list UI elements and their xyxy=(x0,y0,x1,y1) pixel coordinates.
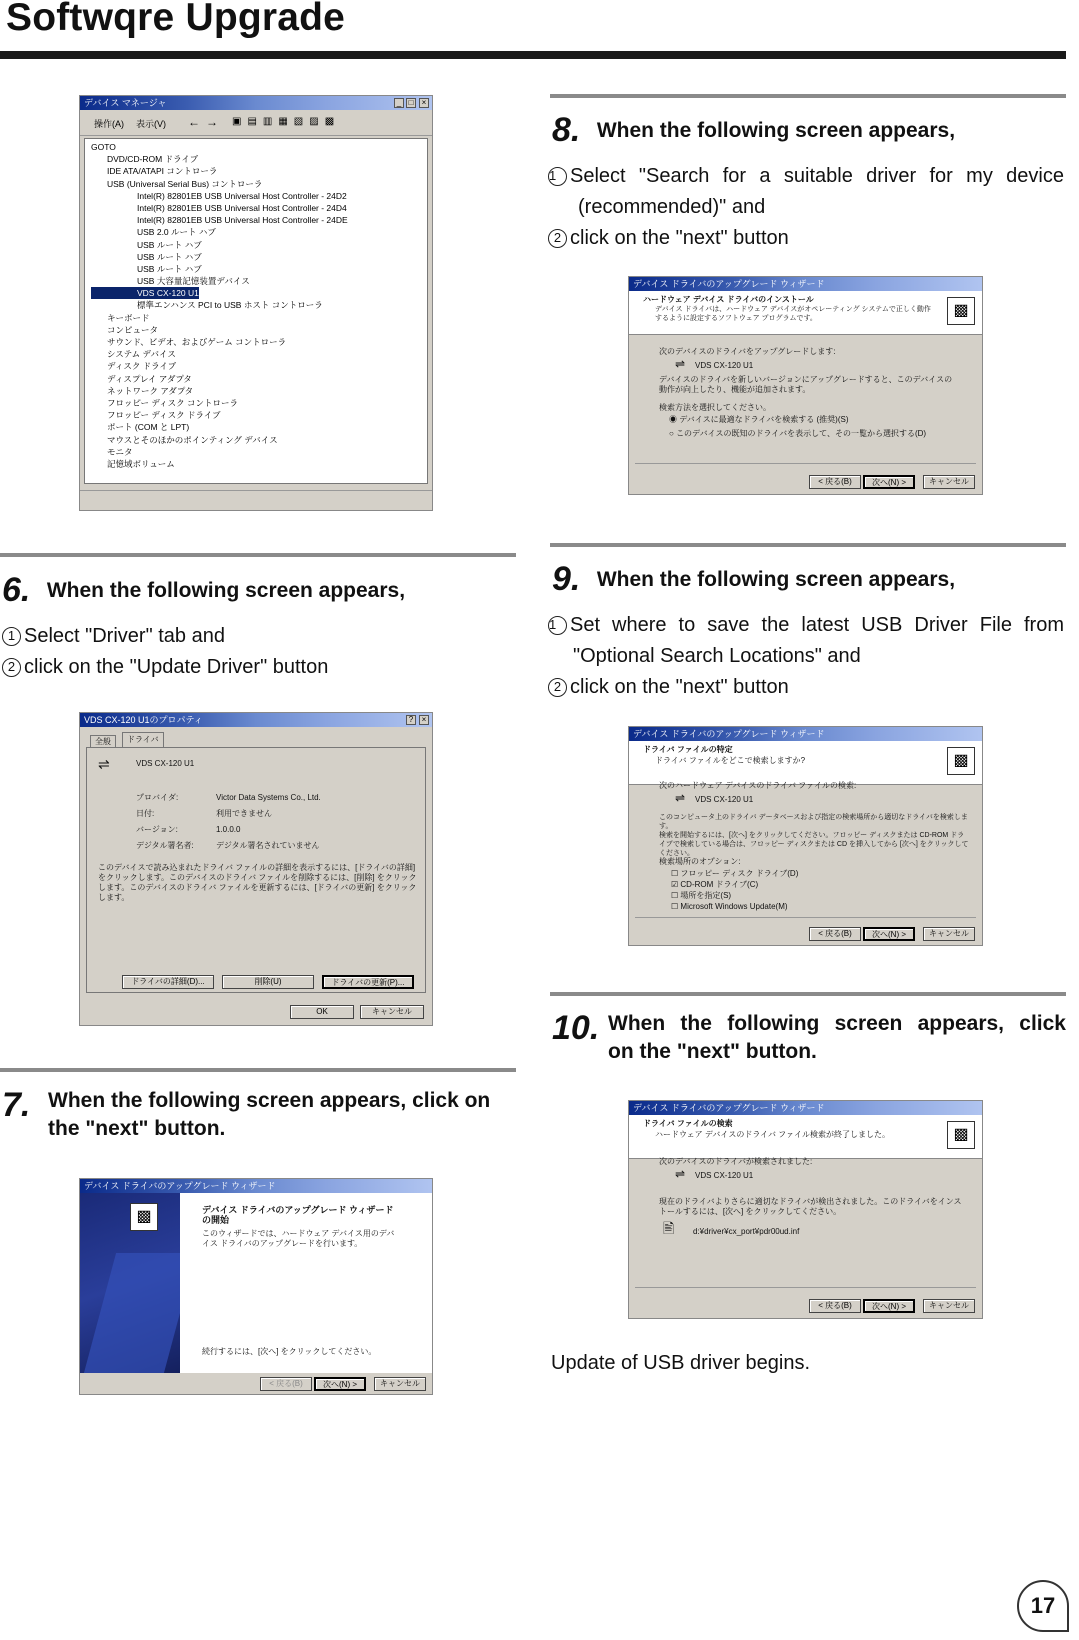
inf-file-icon: 🖹 xyxy=(663,1220,675,1236)
search-instructions: 検索を開始するには、[次へ] をクリックしてください。フロッピー ディスクまたは CD-ROM ドライブで検索している場合は、フロッピー ディスクまたは CD を挿入してから [次へ] をクリックしてください。 xyxy=(659,832,969,857)
search-options-label: 検索場所のオプション: xyxy=(659,857,741,866)
found-label: 次のデバイスのドライバが検索されました: xyxy=(659,1157,813,1166)
tree-item[interactable]: GOTO xyxy=(91,142,116,152)
back-button[interactable]: < 戻る(B) xyxy=(809,1299,861,1313)
step-8 xyxy=(552,112,1066,148)
search-method-label: 検索方法を選択してください。 xyxy=(659,403,771,412)
wizard-text: このウィザードでは、ハードウェア デバイス用のデバイス ドライバのアップグレードを行います。 xyxy=(202,1229,395,1248)
section-rule-7 xyxy=(0,1068,516,1072)
window-title: デバイス ドライバのアップグレード ウィザード xyxy=(633,279,825,289)
wizard-footer: 続行するには、[次へ] をクリックしてください。 xyxy=(202,1347,377,1356)
circled-number: 1 xyxy=(548,167,567,186)
tree-item[interactable]: USB ルート ハブ xyxy=(137,239,202,250)
tree-item[interactable]: VDS CX-120 U1 xyxy=(91,287,199,299)
date-label: 日付: xyxy=(136,809,155,818)
tree-item[interactable]: フロッピー ディスク コントローラ xyxy=(107,397,239,408)
step-heading: When the following screen appears, xyxy=(596,119,956,142)
device-tree xyxy=(84,138,428,484)
driver-found-screenshot xyxy=(628,1100,983,1319)
usb-icon: ⇌ xyxy=(675,791,686,805)
step-9-item-1-cont: "Optional Search Locations" and xyxy=(573,645,861,667)
step-number: 6. xyxy=(2,571,31,609)
tree-item[interactable]: USB ルート ハブ xyxy=(137,263,202,274)
option-text: デバイスに最適なドライバを検索する (推奨)(S) xyxy=(679,415,849,424)
window-title: デバイス ドライバのアップグレード ウィザード xyxy=(633,1103,825,1113)
step-9 xyxy=(552,561,1066,597)
search-label: 次のハードウェア デバイスのドライバ ファイルの検索: xyxy=(659,781,857,790)
checkbox-text: フロッピー ディスク ドライブ(D) xyxy=(680,869,799,878)
window-title: VDS CX-120 U1のプロパティ xyxy=(84,715,203,725)
menu-view[interactable]: 表示(V) xyxy=(136,119,166,129)
tree-item[interactable]: Intel(R) 82801EB USB Universal Host Controller - 24D4 xyxy=(137,202,347,213)
minimize-icon[interactable]: _ xyxy=(394,98,404,108)
usb-icon: ⇌ xyxy=(675,1167,686,1181)
step-number: 9. xyxy=(552,560,581,598)
help-icon[interactable]: ? xyxy=(406,715,416,725)
titlebar xyxy=(629,727,982,741)
wizard-subheading: デバイス ドライバは、ハードウェア デバイスがオペレーティング システムで正しく動作するように設定するソフトウェア プログラムです。 xyxy=(655,306,931,322)
tree-item[interactable]: ディスプレイ アダプタ xyxy=(107,373,192,384)
tree-item[interactable]: USB 2.0 ルート ハブ xyxy=(137,227,216,238)
usb-icon: ⇌ xyxy=(675,357,686,371)
step-8-item-2 xyxy=(548,223,789,253)
status-bar xyxy=(80,490,432,510)
window-title: デバイス マネージャ xyxy=(84,98,167,108)
cancel-button[interactable]: キャンセル xyxy=(374,1377,426,1391)
titlebar xyxy=(629,277,982,291)
checkbox-location[interactable]: ☐ 場所を指定(S) xyxy=(671,891,732,900)
wizard-side-banner xyxy=(80,1193,180,1373)
locate-driver-screenshot xyxy=(628,726,983,946)
search-option-list[interactable]: ○ このデバイスの既知のドライバを表示して、その一覧から選択する(D) xyxy=(669,429,927,438)
device-name: VDS CX-120 U1 xyxy=(136,759,195,768)
tree-item[interactable]: USB 大容量記憶装置デバイス xyxy=(137,276,250,287)
search-option-recommended[interactable]: ◉ デバイスに最適なドライバを検索する (推奨)(S) xyxy=(669,415,849,424)
signer-label: デジタル署名者: xyxy=(136,841,194,850)
wizard-start-screenshot xyxy=(79,1178,433,1395)
title-rule xyxy=(0,51,1066,59)
checkbox-windows-update[interactable]: ☐ Microsoft Windows Update(M) xyxy=(671,902,788,911)
hardware-icon: ▩ xyxy=(947,747,975,775)
checkbox-text: Microsoft Windows Update(M) xyxy=(680,902,788,911)
tree-item[interactable]: キーボード xyxy=(107,312,150,323)
step-heading: When the following screen appears, xyxy=(596,568,956,591)
maximize-icon[interactable]: □ xyxy=(406,98,416,108)
next-button[interactable]: 次へ(N) > xyxy=(863,475,915,489)
tree-item[interactable]: Intel(R) 82801EB USB Universal Host Controller - 24D2 xyxy=(137,190,347,201)
checkbox-text: 場所を指定(S) xyxy=(680,891,732,900)
version-value: 1.0.0.0 xyxy=(216,825,241,834)
checkbox-cdrom[interactable]: ☑ CD-ROM ドライブ(C) xyxy=(671,880,759,889)
circled-number: 2 xyxy=(548,678,567,697)
hardware-icon: ▩ xyxy=(130,1203,158,1231)
tree-item[interactable]: Intel(R) 82801EB USB Universal Host Controller - 24DE xyxy=(137,215,348,226)
section-rule-9 xyxy=(550,543,1066,547)
window-title: デバイス ドライバのアップグレード ウィザード xyxy=(633,729,825,739)
tree-item[interactable]: フロッピー ディスク ドライブ xyxy=(107,410,221,421)
titlebar xyxy=(80,96,432,110)
tree-item[interactable]: マウスとそのほかのポインティング デバイス xyxy=(107,434,278,445)
provider-label: プロバイダ: xyxy=(136,793,179,802)
section-rule-10 xyxy=(550,992,1066,996)
signer-value: デジタル署名されていません xyxy=(216,841,320,850)
step-6 xyxy=(2,572,516,608)
usb-icon: ⇌ xyxy=(98,756,110,772)
date-value: 利用できません xyxy=(216,809,272,818)
titlebar xyxy=(80,1179,432,1193)
upgrade-description: デバイスのドライバを新しいバージョンにアップグレードすると、このデバイスの動作が向上したり、機能が追加されます。 xyxy=(659,375,953,394)
step-6-item-1 xyxy=(2,621,225,651)
step-9-item-1 xyxy=(548,610,1064,640)
toolbar-icons[interactable]: ▣▤▥▦▧▨▩ xyxy=(232,116,341,127)
device-name: VDS CX-120 U1 xyxy=(695,795,754,804)
wizard-subheading: ハードウェア デバイスのドライバ ファイル検索が終了しました。 xyxy=(655,1130,891,1139)
next-button[interactable]: 次へ(N) > xyxy=(863,1299,915,1313)
circled-number: 1 xyxy=(2,627,21,646)
tab-general[interactable]: 全般 xyxy=(90,735,116,748)
device-manager-screenshot xyxy=(79,95,433,511)
driver-properties-screenshot xyxy=(79,712,433,1026)
device-name: VDS CX-120 U1 xyxy=(695,1171,754,1180)
next-button[interactable]: 次へ(N) > xyxy=(863,927,915,941)
titlebar xyxy=(80,713,432,727)
tab-driver[interactable]: ドライバ xyxy=(122,732,164,747)
tree-item[interactable]: ディスク ドライブ xyxy=(107,361,177,372)
device-name: VDS CX-120 U1 xyxy=(695,361,754,370)
found-description: 現在のドライバよりさらに適切なドライバが検出されました。このドライバをインストールするには、[次へ] をクリックしてください。 xyxy=(659,1197,962,1216)
back-button[interactable]: < 戻る(B) xyxy=(260,1377,312,1391)
next-button[interactable]: 次へ(N) > xyxy=(314,1377,366,1391)
step-7 xyxy=(2,1087,518,1143)
tree-item[interactable]: サウンド、ビデオ、およびゲーム コントローラ xyxy=(107,337,287,347)
step-number: 10. xyxy=(552,1009,600,1047)
circled-number: 1 xyxy=(548,616,567,635)
driver-details-button[interactable]: ドライバの詳細(D)... xyxy=(122,975,214,989)
circled-number: 2 xyxy=(2,658,21,677)
back-arrow-icon[interactable]: ← xyxy=(188,115,200,129)
step-9-item-2 xyxy=(548,672,789,702)
upgrade-label: 次のデバイスのドライバをアップグレードします: xyxy=(659,347,836,356)
tree-item[interactable]: コンピュータ xyxy=(107,324,159,335)
step-number: 7. xyxy=(2,1086,31,1124)
tree-item[interactable]: IDE ATA/ATAPI コントローラ xyxy=(107,166,218,177)
step-8-item-1 xyxy=(548,161,1064,191)
step-6-item-2 xyxy=(2,652,328,682)
option-text: このデバイスの既知のドライバを表示して、その一覧から選択する(D) xyxy=(676,429,927,438)
item-text: Select "Search for a suitable driver for my device xyxy=(570,165,1064,187)
wizard-heading: デバイス ドライバのアップグレード ウィザードの開始 xyxy=(202,1205,394,1225)
search-description: このコンピュータ上のドライバ データベースおよび指定の検索場所から適切なドライバを検索します。 xyxy=(659,814,968,830)
step-heading-cont: on the "next" button. xyxy=(608,1040,817,1063)
tree-item[interactable]: ポート (COM と LPT) xyxy=(107,422,190,433)
step-heading: When the following screen appears, xyxy=(46,579,406,602)
driver-file-path: d:¥driver¥cx_port¥pdr00ud.inf xyxy=(693,1227,800,1236)
titlebar xyxy=(629,1101,982,1115)
cancel-button[interactable]: キャンセル xyxy=(923,1299,975,1313)
item-text: Set where to save the latest USB Driver File from xyxy=(570,614,1064,636)
tree-item[interactable]: ネットワーク アダプタ xyxy=(107,385,194,396)
back-button[interactable]: < 戻る(B) xyxy=(809,475,861,489)
delete-button[interactable]: 削除(U) xyxy=(222,975,314,989)
hardware-icon: ▩ xyxy=(947,297,975,325)
version-label: バージョン: xyxy=(136,825,178,834)
step-heading: When the following screen appears, click xyxy=(608,1012,1066,1035)
update-driver-button[interactable]: ドライバの更新(P)... xyxy=(322,975,414,989)
tree-item[interactable]: 記憶域ボリューム xyxy=(107,458,175,469)
wizard-heading: ドライバ ファイルの検索 xyxy=(643,1119,733,1128)
tree-item[interactable]: USB ルート ハブ xyxy=(137,251,202,262)
driver-description: このデバイスで読み込まれたドライバ ファイルの詳細を表示するには、[ドライバの詳細] をクリックします。このデバイスのドライバ ファイルを削除するには、[削除] をクリックします。このデバイスのドライバ ファイルを更新するには、[ドライバの更新] をクリックします。 xyxy=(98,863,417,902)
menu-action[interactable]: 操作(A) xyxy=(94,119,124,129)
tree-item[interactable]: USB (Universal Serial Bus) コントローラ xyxy=(107,178,263,189)
step-number: 8. xyxy=(552,111,581,149)
tree-item[interactable]: 標準エンハンス PCI to USB ホスト コントローラ xyxy=(137,300,323,311)
wizard-heading: ドライバ ファイルの特定 xyxy=(643,745,733,754)
item-text: click on the "next" button xyxy=(570,227,789,249)
item-text: click on the "Update Driver" button xyxy=(24,656,329,678)
page-number: 17 xyxy=(1017,1580,1069,1632)
ok-button[interactable]: OK xyxy=(290,1005,354,1019)
step-8-item-1-cont: (recommended)" and xyxy=(578,196,766,218)
circled-number: 2 xyxy=(548,229,567,248)
section-rule-6 xyxy=(0,553,516,557)
tree-item[interactable]: システム デバイス xyxy=(107,349,176,360)
tree-item[interactable]: DVD/CD-ROM ドライブ xyxy=(107,154,199,165)
back-button[interactable]: < 戻る(B) xyxy=(809,927,861,941)
install-driver-screenshot xyxy=(628,276,983,495)
section-rule-8 xyxy=(550,94,1066,98)
page-title: Softwqre Upgrade xyxy=(6,0,346,39)
wizard-heading: ハードウェア デバイス ドライバのインストール xyxy=(643,295,814,304)
step-heading: When the following screen appears, click on the "next" button. xyxy=(48,1089,491,1140)
item-text: click on the "next" button xyxy=(570,676,789,698)
cancel-button[interactable]: キャンセル xyxy=(360,1005,424,1019)
provider-value: Victor Data Systems Co., Ltd. xyxy=(216,793,321,802)
hardware-icon: ▩ xyxy=(947,1121,975,1149)
tree-item[interactable]: モニタ xyxy=(107,446,133,457)
footer-note: Update of USB driver begins. xyxy=(551,1352,811,1374)
wizard-subheading: ドライバ ファイルをどこで検索しますか? xyxy=(655,756,806,765)
checkbox-text: CD-ROM ドライブ(C) xyxy=(680,880,759,889)
close-icon[interactable]: × xyxy=(419,715,429,725)
window-title: デバイス ドライバのアップグレード ウィザード xyxy=(84,1181,276,1191)
cancel-button[interactable]: キャンセル xyxy=(923,927,975,941)
forward-arrow-icon[interactable]: → xyxy=(206,115,218,129)
step-10 xyxy=(552,1010,1066,1066)
checkbox-floppy[interactable]: ☐ フロッピー ディスク ドライブ(D) xyxy=(671,869,799,878)
item-text: Select "Driver" tab and xyxy=(24,625,225,647)
cancel-button[interactable]: キャンセル xyxy=(923,475,975,489)
close-icon[interactable]: × xyxy=(419,98,429,108)
